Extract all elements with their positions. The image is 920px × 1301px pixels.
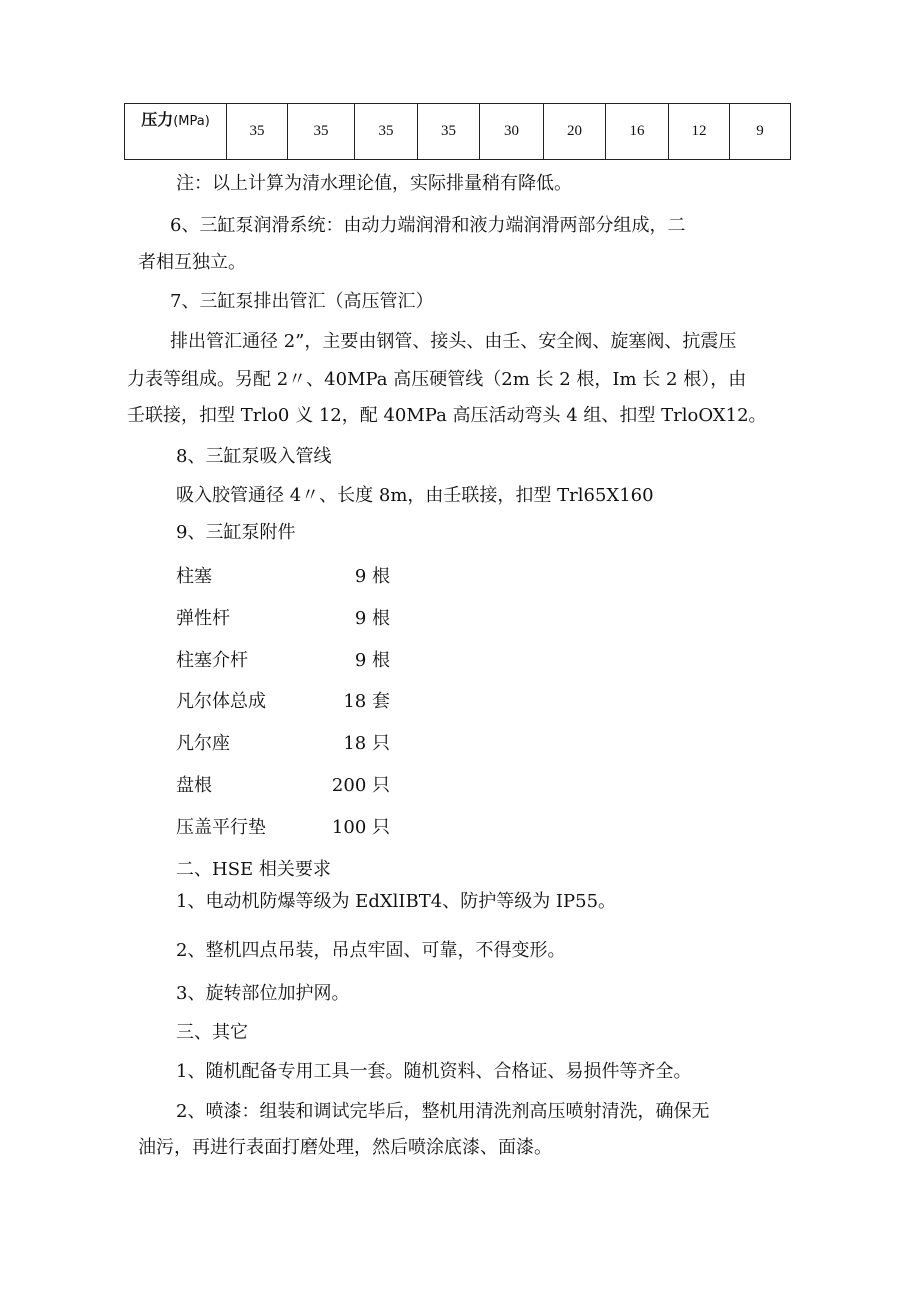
pressure-value: 35 <box>288 104 355 160</box>
pressure-value: 20 <box>544 104 606 160</box>
accessory-name: 弹性杆 <box>176 608 230 629</box>
accessory-qty: 100 只 <box>331 817 390 838</box>
pressure-value: 9 <box>730 104 791 160</box>
accessory-qty: 9 根 <box>354 566 390 587</box>
hse-item-1: 1、电动机防爆等级为 EdXlIBT4、防护等级为 IP55。 <box>176 891 617 912</box>
discharge-para-line-1: 排出管汇通径 2”，主要由钢管、接头、由壬、安全阀、旋塞阀、抗震压 <box>170 331 737 352</box>
discharge-para-line-2: 力表等组成。另配 2〃、40MPa 高压硬管线（2m 长 2 根，Im 长 2 根），由 <box>127 369 747 390</box>
other-item-2-line-2: 油污，再进行表面打磨处理，然后喷涂底漆、面漆。 <box>138 1137 552 1158</box>
accessory-name: 凡尔座 <box>176 733 230 754</box>
other-heading: 三、其它 <box>176 1022 248 1043</box>
hse-item-2: 2、整机四点吊装，吊点牢固、可靠，不得变形。 <box>176 940 566 961</box>
pressure-value: 16 <box>606 104 669 160</box>
table-note: 注：以上计算为清水理论值，实际排量稍有降低。 <box>176 173 572 194</box>
accessory-name: 柱塞介杆 <box>176 650 248 671</box>
pressure-unit: (MPa) <box>173 114 210 129</box>
table-row <box>125 104 791 160</box>
accessory-qty: 18 套 <box>343 691 390 712</box>
accessory-qty: 18 只 <box>343 733 390 754</box>
hse-item-3: 3、旋转部位加护网。 <box>176 983 350 1004</box>
accessory-qty: 200 只 <box>331 775 390 796</box>
pressure-value: 30 <box>480 104 544 160</box>
other-item-2-line-1: 2、喷漆：组装和调试完毕后，整机用清洗剂高压喷射清洗，确保无 <box>176 1101 710 1122</box>
accessories-heading: 9、三缸泵附件 <box>176 522 296 543</box>
pressure-value: 35 <box>355 104 418 160</box>
hse-heading: 二、HSE 相关要求 <box>176 859 331 880</box>
lubrication-line-1: 6、三缸泵润滑系统：由动力端润滑和液力端润滑两部分组成，二 <box>170 215 686 236</box>
accessory-name: 盘根 <box>176 775 212 796</box>
accessory-name: 柱塞 <box>176 566 212 587</box>
pressure-label: 压力 <box>141 110 174 129</box>
accessory-name: 压盖平行垫 <box>176 817 266 838</box>
pressure-value: 35 <box>227 104 288 160</box>
discharge-para-line-3: 壬联接，扣型 Trlo0 义 12，配 40MPa 高压活动弯头 4 组、扣型 TrloOX12。 <box>127 405 767 426</box>
pressure-value: 35 <box>418 104 480 160</box>
pressure-value: 12 <box>669 104 730 160</box>
suction-heading: 8、三缸泵吸入管线 <box>176 446 332 467</box>
pressure-header-cell <box>125 104 227 160</box>
accessory-name: 凡尔体总成 <box>176 691 266 712</box>
other-item-1: 1、随机配备专用工具一套。随机资料、合格证、易损件等齐全。 <box>176 1061 692 1082</box>
suction-para: 吸入胶管通径 4〃、长度 8m，由壬联接，扣型 Trl65X160 <box>176 485 654 506</box>
accessory-qty: 9 根 <box>354 608 390 629</box>
pressure-table <box>124 103 791 160</box>
discharge-heading: 7、三缸泵排出管汇（高压管汇） <box>170 291 434 312</box>
lubrication-line-2: 者相互独立。 <box>138 252 246 273</box>
accessory-qty: 9 根 <box>354 650 390 671</box>
